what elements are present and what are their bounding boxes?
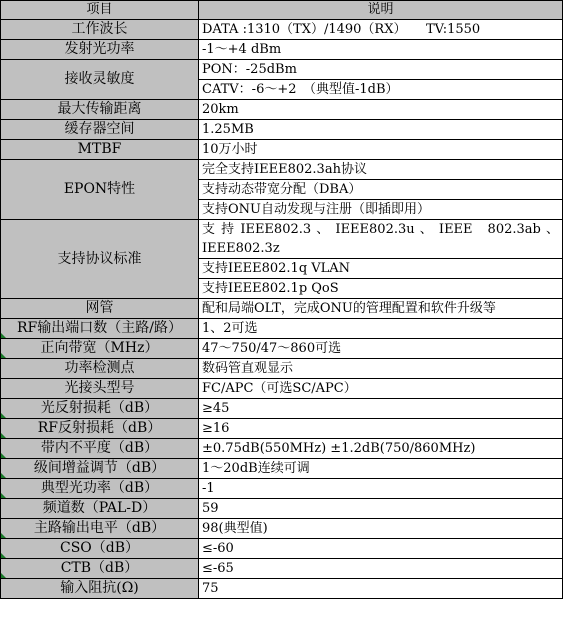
row-value: 支持ONU自动发现与注册（即插即用）	[199, 200, 563, 220]
table-row	[1, 220, 563, 259]
row-label: MTBF	[1, 140, 199, 160]
table-row	[1, 519, 563, 539]
row-label: CTB（dB）	[1, 559, 199, 579]
table-row	[1, 559, 563, 579]
row-label: 主路输出电平（dB）	[1, 519, 199, 539]
row-value: 数码管直观显示	[199, 359, 563, 379]
table-row	[1, 479, 563, 499]
row-value: ≥45	[199, 399, 563, 419]
table-row	[1, 539, 563, 559]
row-label: 功率检测点	[1, 359, 199, 379]
table-row	[1, 20, 563, 40]
row-label: 输入阻抗(Ω)	[1, 579, 199, 599]
table-row	[1, 140, 563, 160]
row-value: 1.25MB	[199, 120, 563, 140]
table-row	[1, 439, 563, 459]
header-item: 项目	[1, 1, 199, 20]
header-row	[1, 1, 563, 20]
table-row	[1, 339, 563, 359]
row-label: 缓存器空间	[1, 120, 199, 140]
row-label: 带内不平度（dB）	[1, 439, 199, 459]
row-label: 支持协议标准	[1, 220, 199, 299]
row-label: 典型光功率（dB）	[1, 479, 199, 499]
row-label: RF反射损耗（dB）	[1, 419, 199, 439]
table-row	[1, 40, 563, 60]
table-row	[1, 419, 563, 439]
row-label: RF输出端口数（主路/路）	[1, 319, 199, 339]
table-row	[1, 299, 563, 319]
row-label: 光接头型号	[1, 379, 199, 399]
row-value: CATV：-6～+2 （典型值-1dB）	[199, 80, 563, 100]
row-label: 最大传输距离	[1, 100, 199, 120]
row-value: ≤-65	[199, 559, 563, 579]
table-row	[1, 459, 563, 479]
row-value: PON：-25dBm	[199, 60, 563, 80]
row-label: 工作波长	[1, 20, 199, 40]
header-description: 说明	[199, 1, 563, 20]
row-value: 支持IEEE802.1p QoS	[199, 279, 563, 299]
row-value: 1、2可选	[199, 319, 563, 339]
row-value: 支持IEEE802.1q VLAN	[199, 259, 563, 279]
row-label: 网管	[1, 299, 199, 319]
row-value: -1～+4 dBm	[199, 40, 563, 60]
row-label: 发射光功率	[1, 40, 199, 60]
row-label: CSO（dB）	[1, 539, 199, 559]
table-row	[1, 160, 563, 180]
row-value: DATA :1310（TX）/1490（RX） TV:1550	[199, 20, 563, 40]
table-row	[1, 579, 563, 599]
row-label: 级间增益调节（dB）	[1, 459, 199, 479]
row-value: ±0.75dB(550MHz) ±1.2dB(750/860MHz)	[199, 439, 563, 459]
table-row	[1, 120, 563, 140]
row-label: EPON特性	[1, 160, 199, 220]
table-row	[1, 379, 563, 399]
row-value: ≤-60	[199, 539, 563, 559]
row-value: -1	[199, 479, 563, 499]
table-row	[1, 499, 563, 519]
table-row	[1, 399, 563, 419]
row-value: 75	[199, 579, 563, 599]
table-row	[1, 319, 563, 339]
table-row	[1, 60, 563, 80]
row-value: 47～750/47～860可选	[199, 339, 563, 359]
row-value: 配和局端OLT，完成ONU的管理配置和软件升级等	[199, 299, 563, 319]
row-value: ≥16	[199, 419, 563, 439]
row-value: FC/APC（可选SC/APC）	[199, 379, 563, 399]
table-row	[1, 359, 563, 379]
row-value: 支 持 IEEE802.3 、 IEEE802.3u 、 IEEE 802.3ab 、IEEE802.3z	[199, 220, 563, 259]
row-value: 支持动态带宽分配（DBA）	[199, 180, 563, 200]
row-label: 接收灵敏度	[1, 60, 199, 100]
row-value: 完全支持IEEE802.3ah协议	[199, 160, 563, 180]
row-label: 正向带宽（MHz）	[1, 339, 199, 359]
table-row	[1, 100, 563, 120]
row-label: 光反射损耗（dB）	[1, 399, 199, 419]
row-value: 1～20dB连续可调	[199, 459, 563, 479]
row-value: 98(典型值)	[199, 519, 563, 539]
row-label: 频道数（PAL-D）	[1, 499, 199, 519]
row-value: 59	[199, 499, 563, 519]
row-value: 10万小时	[199, 140, 563, 160]
row-value: 20km	[199, 100, 563, 120]
